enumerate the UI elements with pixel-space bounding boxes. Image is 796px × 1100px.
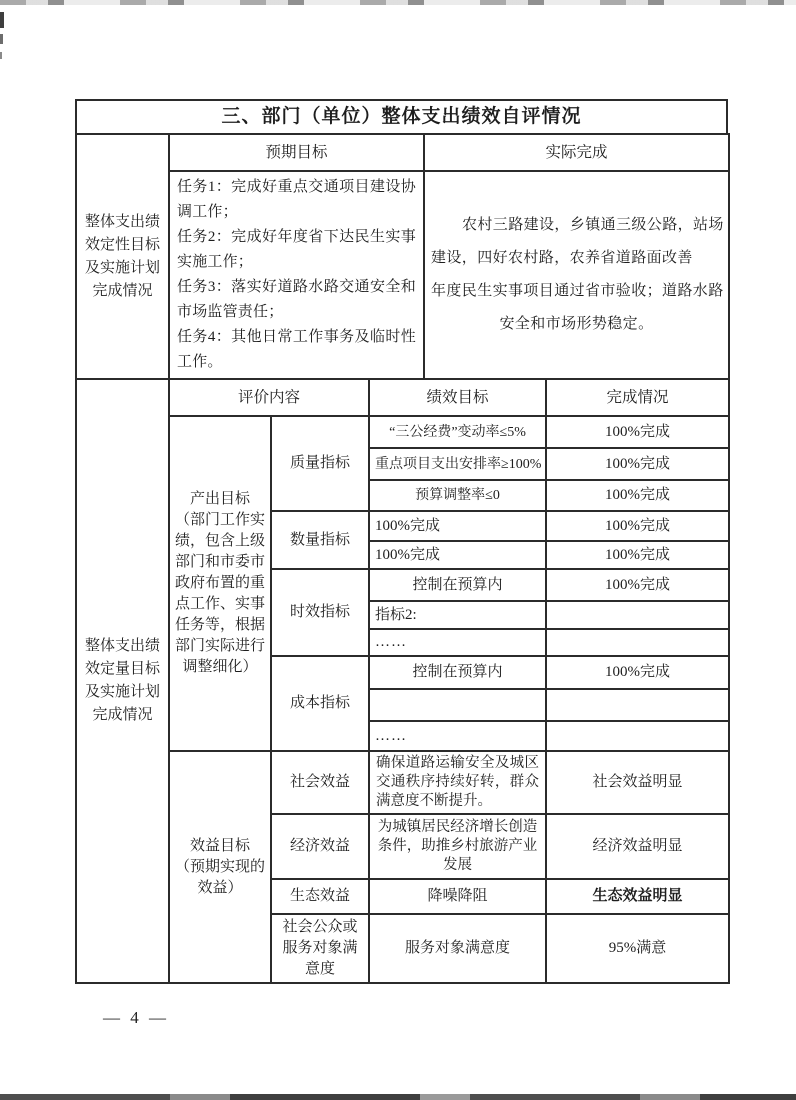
benefit-goals-note: （预期实现的效益） [174,858,265,896]
col-header-eval-content: 评价内容 [169,379,369,416]
qualitative-row-label: 整体支出绩效定性目标及实施计划完成情况 [76,134,169,379]
benefit-goals-title: 效益目标 [189,837,250,854]
col-header-actual-completion: 实际完成 [424,134,729,171]
economic-benefit-label: 经济效益 [271,814,369,879]
completion-cell: 100%完成 [546,656,729,689]
ecological-benefit-label: 生态效益 [271,879,369,914]
scan-artifact-top [0,0,796,5]
completion-cell: 生态效益明显 [546,879,729,914]
completion-cell: 95%满意 [546,914,729,983]
actual-completion-line-4: 安全和市场形势稳定。 [499,316,654,332]
report-title: 三、部门（单位）整体支出绩效自评情况 [75,99,728,135]
output-goals-group-cell [169,416,271,751]
quantitative-section-table [75,378,730,984]
actual-completion-line-3: 年度民生实事项目通过省市验收；道路水路 [431,283,724,299]
completion-cell: 100%完成 [546,541,729,569]
completion-cell: 社会效益明显 [546,751,729,814]
task-line-4: 任务4：其他日常工作事务及临时性工作。 [177,329,416,370]
goal-cell: …… [369,721,546,751]
scan-artifact-left-mark [0,34,3,44]
task-line-2: 任务2：完成好年度省下达民生实事实施工作； [177,229,416,270]
task-line-3: 任务3：落实好道路水路交通安全和市场监管责任； [177,279,416,320]
scan-artifact-left-mark [0,12,4,28]
output-goals-note: （部门工作实绩，包含上级部门和市委市政府布置的重点工作、实事任务等，根据部门实际进行调整细化） [174,512,265,675]
completion-cell [546,721,729,751]
completion-cell [546,629,729,656]
goal-cell: 100%完成 [369,541,546,569]
actual-completion-cell [424,171,729,379]
goal-cell: 降噪降阻 [369,879,546,914]
col-header-completion: 完成情况 [546,379,729,416]
self-evaluation-table [75,99,728,984]
completion-cell: 100%完成 [546,416,729,448]
quantitative-row-label: 整体支出绩效定量目标及实施计划完成情况 [76,379,169,983]
completion-cell: 100%完成 [546,480,729,511]
qualitative-section-table [75,133,730,380]
actual-completion-line-2: 建设，四好农村路，农养省道路面改善 [431,250,693,266]
col-header-expected-goal: 预期目标 [169,134,424,171]
goal-cell: 重点项目支出安排率≥100% [369,448,546,480]
task-line-1: 任务1：完成好重点交通项目建设协调工作； [177,179,416,220]
social-benefit-label: 社会效益 [271,751,369,814]
completion-cell: 100%完成 [546,569,729,601]
goal-cell: 控制在预算内 [369,656,546,689]
goal-cell: 确保道路运输安全及城区交通秩序持续好转，群众满意度不断提升。 [369,751,546,814]
goal-cell: …… [369,629,546,656]
col-header-perf-goal: 绩效目标 [369,379,546,416]
output-goals-title: 产出目标 [189,491,250,507]
actual-completion-line-1: 农村三路建设，乡镇通三级公路，站场 [462,217,724,233]
goal-cell: 预算调整率≤0 [369,480,546,511]
goal-cell [369,689,546,721]
goal-cell: 控制在预算内 [369,569,546,601]
benefit-goals-group-cell [169,751,271,983]
goal-cell: 为城镇居民经济增长创造条件，助推乡村旅游产业发展 [369,814,546,879]
satisfaction-label: 社会公众或服务对象满意度 [271,914,369,983]
goal-cell: 指标2: [369,601,546,629]
completion-cell: 100%完成 [546,448,729,480]
scan-artifact-left-mark [0,52,2,59]
timeliness-indicator-label: 时效指标 [271,569,369,656]
quality-indicator-label: 质量指标 [271,416,369,511]
page-number: — 4 — [103,1008,169,1027]
completion-cell [546,689,729,721]
cost-indicator-label: 成本指标 [271,656,369,751]
scan-artifact-bottom [0,1094,796,1100]
expected-goal-tasks-cell [169,171,424,379]
quantity-indicator-label: 数量指标 [271,511,369,569]
completion-cell: 经济效益明显 [546,814,729,879]
completion-cell: 100%完成 [546,511,729,541]
goal-cell: 服务对象满意度 [369,914,546,983]
goal-cell: “三公经费”变动率≤5% [369,416,546,448]
completion-cell [546,601,729,629]
goal-cell: 100%完成 [369,511,546,541]
